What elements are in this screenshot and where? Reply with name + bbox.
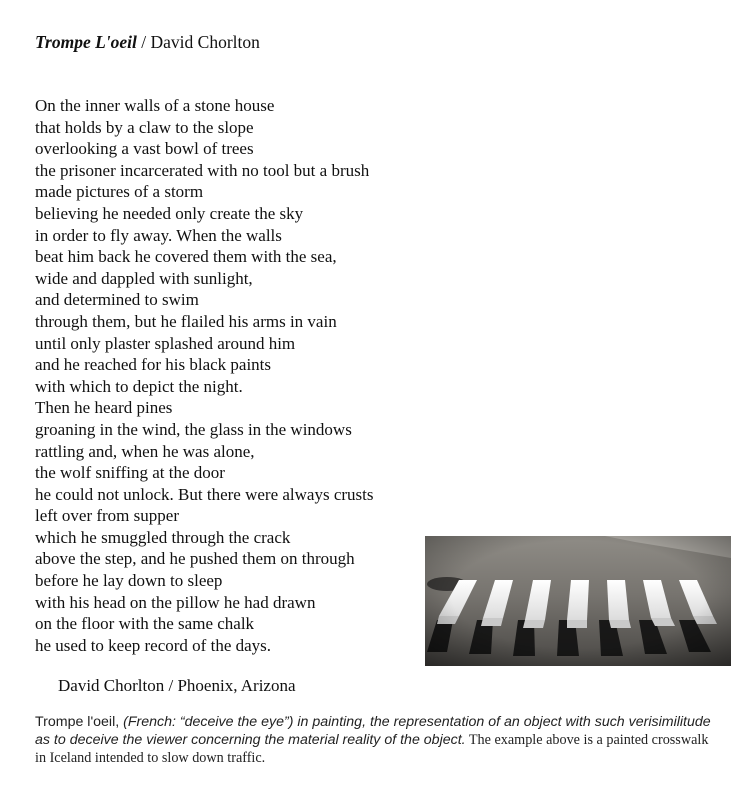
- poem-line: beat him back he covered them with the sea,: [35, 247, 337, 267]
- poem-line: on the floor with the same chalk: [35, 614, 255, 634]
- poem-line: left over from supper: [35, 506, 179, 526]
- poem-line: with his head on the pillow he had drawn: [35, 592, 316, 612]
- poem-line: with which to depict the night.: [35, 376, 243, 396]
- poem-line: before he lay down to sleep: [35, 571, 223, 591]
- poem-line: On the inner walls of a stone house: [35, 96, 275, 115]
- poem-body: [35, 95, 374, 656]
- signature: David Chorlton / Phoenix, Arizona: [58, 676, 296, 695]
- poem-line: the wolf sniffing at the door: [35, 463, 225, 483]
- poem-line: above the step, and he pushed them on through: [35, 549, 355, 569]
- poem-line: overlooking a vast bowl of trees: [35, 139, 254, 159]
- poem-line: until only plaster splashed around him: [35, 333, 296, 353]
- poem-line: rattling and, when he was alone,: [35, 441, 255, 461]
- poem-line: groaning in the wind, the glass in the windows: [35, 419, 352, 439]
- poem-line: the prisoner incarcerated with no tool but a brush: [35, 160, 370, 180]
- note-example: The example above is a painted crosswalk in Iceland intended to slow down traffic.: [35, 732, 709, 766]
- poem-line: in order to fly away. When the walls: [35, 225, 282, 245]
- poem-line: through them, but he flailed his arms in vain: [35, 311, 337, 331]
- poem-line: Then he heard pines: [35, 398, 173, 418]
- poem-line: which he smuggled through the crack: [35, 527, 291, 547]
- poem-line: believing he needed only create the sky: [35, 203, 304, 223]
- note-term: Trompe l'oeil,: [35, 714, 124, 730]
- poem-title: [35, 31, 260, 53]
- poem-line: made pictures of a storm: [35, 182, 204, 202]
- poem-line: wide and dappled with sunlight,: [35, 268, 253, 288]
- poem-title-work: Trompe L'oeil: [35, 32, 137, 52]
- poem-line: he could not unlock. But there were always crusts: [35, 484, 374, 504]
- note-definition: (French: “deceive the eye”) in painting, the representation of an object with such verisimilitude as to deceive the viewer concerning the material reality of the object.: [35, 714, 711, 748]
- poem-line: that holds by a claw to the slope: [35, 117, 254, 137]
- definition-note: [35, 713, 715, 767]
- poem-line: and determined to swim: [35, 290, 199, 310]
- poem-line: he used to keep record of the days.: [35, 635, 272, 655]
- poem-line: and he reached for his black paints: [35, 355, 272, 375]
- poem-title-separator: /: [136, 32, 151, 52]
- crosswalk-photo: [425, 536, 731, 666]
- poem-title-author: David Chorlton: [150, 32, 260, 52]
